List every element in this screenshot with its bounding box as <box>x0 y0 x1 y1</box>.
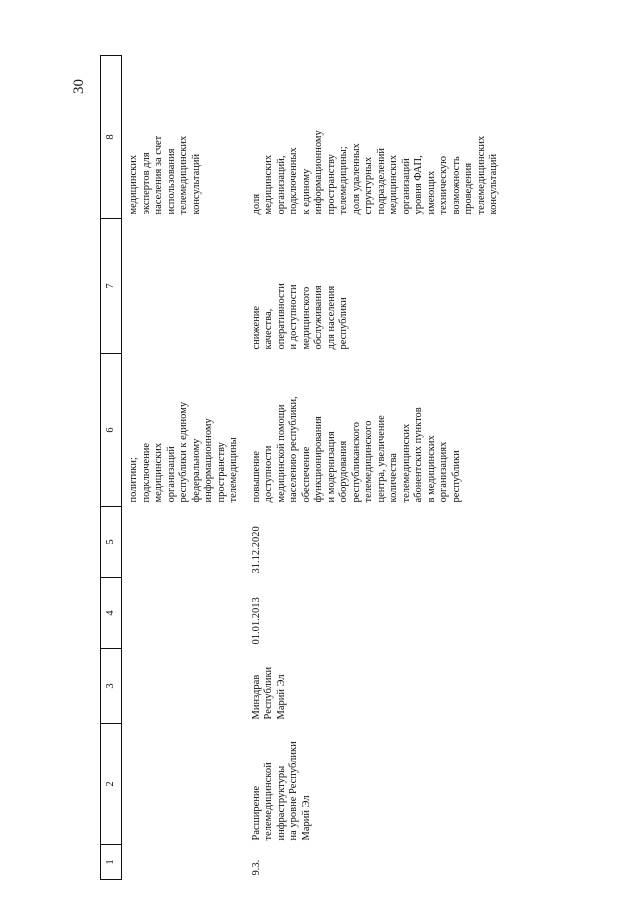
text-line: организаций, <box>275 155 287 215</box>
text-line: проведения <box>463 162 474 215</box>
text-line: повышение <box>250 450 262 503</box>
text-line: населения за счет <box>153 135 164 215</box>
text-line: Расширение <box>250 785 262 841</box>
text-line: организаций <box>165 446 177 503</box>
text-line: медицинских <box>128 154 139 215</box>
text-line: консультаций <box>488 153 499 215</box>
text-line: населению республики, <box>288 396 299 503</box>
text-line: количества <box>388 453 399 503</box>
continuation-indicator-cell <box>122 56 245 219</box>
table-row <box>245 56 505 880</box>
text-line: возможность <box>450 156 462 215</box>
text-line: качества, <box>263 308 274 350</box>
text-line: снижение <box>250 305 262 350</box>
text-line: экспертов для <box>140 152 152 215</box>
text-line: политики; <box>128 457 139 503</box>
continuation-row <box>122 56 245 880</box>
activity-name-cell <box>245 724 505 845</box>
text-line: оборудования <box>338 440 349 503</box>
text-line: республики <box>450 450 462 503</box>
text-line: медицинских <box>263 154 274 215</box>
text-line: доступности <box>263 445 274 503</box>
text-line: техническую <box>438 155 449 215</box>
text-line: телемедицинских <box>400 423 412 503</box>
text-line: информационному <box>203 418 214 503</box>
text-line: республики <box>338 297 349 350</box>
consequences-cell <box>245 219 505 354</box>
indicators-cell <box>245 56 505 219</box>
text-line: абонентских пунктов <box>413 407 424 503</box>
text-line: в медицинских <box>425 435 437 503</box>
text-line: подключение <box>140 442 152 503</box>
end-date: 31.12.2020 <box>250 526 262 574</box>
text-line: оперативности <box>275 283 287 350</box>
text-line: доля удаленных <box>350 143 362 215</box>
continuation-result-cell <box>122 354 245 507</box>
text-line: медицинских <box>153 442 164 503</box>
column-header-4: 4 <box>101 578 122 649</box>
text-line: организациях <box>438 441 449 503</box>
text-line: республики к единому <box>178 401 189 503</box>
expected-result-cell <box>245 354 505 507</box>
text-line: телемедицинских <box>475 135 487 215</box>
text-line: и модернизация <box>325 431 337 503</box>
text-line: Марий Эл <box>300 795 312 841</box>
column-header-5: 5 <box>101 507 122 578</box>
text-line: Республики <box>263 666 274 720</box>
text-line: консультаций <box>190 153 202 215</box>
text-line: Минздрав <box>250 674 262 720</box>
text-line: информационному <box>313 130 324 215</box>
text-line: подразделений <box>375 147 387 215</box>
column-header-1: 1 <box>101 845 122 880</box>
text-line: к единому <box>300 168 312 215</box>
column-number-row <box>101 56 122 880</box>
row-number: 9.3. <box>250 859 262 876</box>
text-line: телемедицинских <box>178 135 189 215</box>
text-line: обслуживания <box>313 285 324 350</box>
text-line: и доступности <box>288 284 299 350</box>
column-header-8: 8 <box>101 56 122 219</box>
text-line: на уровне Республики <box>288 741 299 841</box>
text-line: функционирования <box>313 416 324 503</box>
text-line: медицинской помощи <box>275 404 287 503</box>
column-header-3: 3 <box>101 649 122 724</box>
text-line: телемедицины <box>228 437 239 503</box>
text-line: федеральному <box>190 438 202 503</box>
text-line: обеспечение <box>300 446 312 503</box>
text-line: пространству <box>325 154 337 215</box>
text-line: Марий Эл <box>275 674 287 720</box>
column-header-7: 7 <box>101 219 122 354</box>
text-line: организаций <box>400 158 412 215</box>
text-line: структурных <box>363 156 374 215</box>
program-table <box>100 55 505 880</box>
text-line: имеющих <box>425 170 437 215</box>
column-header-2: 2 <box>101 724 122 845</box>
text-line: пространству <box>215 442 227 503</box>
rotated-table-wrapper <box>100 80 555 880</box>
page-number: 30 <box>71 79 87 94</box>
text-line: доля <box>250 193 262 215</box>
text-line: подключенных <box>288 147 299 215</box>
text-line: уровня ФАП, <box>413 155 424 215</box>
start-date: 01.01.2013 <box>250 597 262 645</box>
text-line: центра, увеличение <box>375 415 387 503</box>
column-header-6: 6 <box>101 354 122 507</box>
text-line: для населения <box>325 285 337 350</box>
text-line: инфраструктуры <box>275 765 287 841</box>
text-line: медицинского <box>300 286 312 350</box>
text-line: республиканского <box>350 422 362 503</box>
text-line: медицинских <box>388 154 399 215</box>
text-line: телемедицины; <box>338 146 349 215</box>
text-line: телемедицинского <box>363 420 374 503</box>
executor-cell <box>245 649 505 724</box>
text-line: использования <box>165 148 177 215</box>
text-line: телемедицинской <box>263 762 274 841</box>
